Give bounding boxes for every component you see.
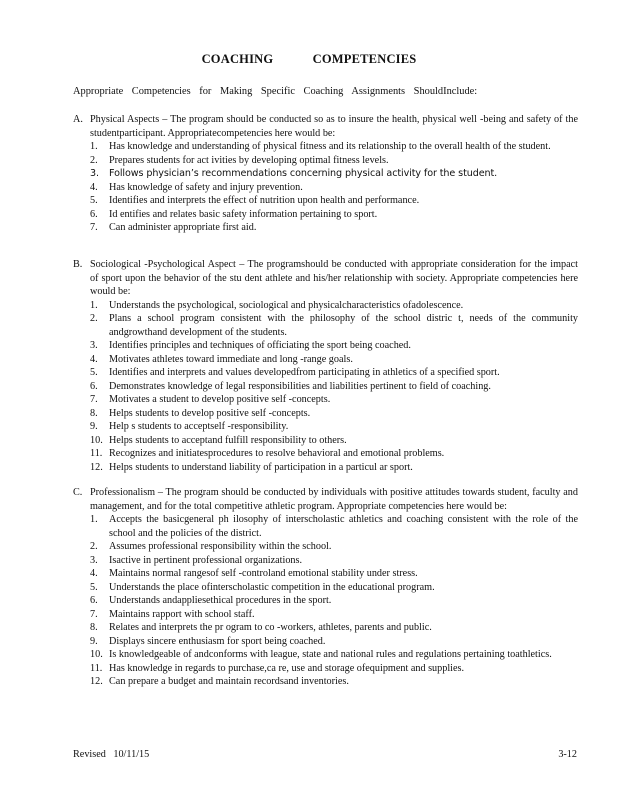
list-item bbox=[73, 393, 578, 407]
item-number: 11. bbox=[90, 662, 103, 674]
section-sociological-psychological bbox=[73, 258, 578, 474]
item-number: 3. bbox=[90, 340, 98, 351]
item-text: Maintains rapport with school staff. bbox=[109, 608, 255, 620]
section-physical-aspects bbox=[73, 113, 578, 235]
item-text: Is knowledgeable of andconforms with league, state and national rules and regulations pertaining toathletics. bbox=[109, 649, 552, 660]
item-text: Understands the psychological, sociological and physicalcharacteristics ofadolescence. bbox=[109, 299, 464, 311]
section-professionalism bbox=[73, 486, 578, 689]
list-item bbox=[73, 447, 578, 461]
item-text: Has knowledge and understanding of physical fitness and its relationship to the overall health of the student. bbox=[109, 141, 551, 152]
section-heading-text: Physical Aspects – The program should be conducted so as to insure the health, physical well -being and safety of the studentparticipant. Appropriatecompetencies here would be: bbox=[90, 114, 578, 139]
item-text: Assumes professional responsibility within the school. bbox=[109, 541, 332, 552]
item-text: Helps students to understand liability of participation in a particul ar sport. bbox=[109, 461, 413, 473]
item-text: Understands andappliesethical procedures in the sport. bbox=[109, 595, 332, 606]
list-item bbox=[73, 513, 578, 540]
list-item bbox=[73, 380, 578, 394]
intro-text: Appropriate Competencies for Making Specific Coaching Assignments ShouldInclude: bbox=[73, 86, 478, 97]
revised-date: Revised 10/11/15 bbox=[73, 749, 150, 760]
item-number: 12. bbox=[90, 676, 103, 687]
list-item bbox=[73, 353, 578, 367]
list-item bbox=[73, 194, 578, 208]
item-number: 4. bbox=[90, 568, 98, 579]
page-title: COACHING COMPETENCIES bbox=[201, 52, 417, 66]
list-item bbox=[73, 554, 578, 568]
list-item bbox=[73, 154, 578, 168]
item-number: 3. bbox=[90, 554, 98, 566]
item-number: 7. bbox=[90, 394, 98, 405]
item-number: 9. bbox=[90, 635, 98, 647]
item-text: Motivates a student to develop positive self -concepts. bbox=[109, 394, 331, 405]
section-heading-text: Professionalism – The program should be conducted by individuals with positive attitudes towards student, faculty and management, and for the total competitive athletic program. Appropriate competencies here would be: bbox=[90, 487, 578, 512]
list-item bbox=[73, 208, 578, 222]
item-number: 2. bbox=[90, 154, 98, 166]
section-heading bbox=[73, 486, 578, 513]
item-text: Accepts the basicgeneral ph ilosophy of interscholastic athletics and coaching consistent with the role of the school and the policies of the district. bbox=[109, 514, 578, 539]
item-number: 7. bbox=[90, 222, 98, 233]
item-number: 10. bbox=[90, 434, 103, 446]
item-number: 5. bbox=[90, 195, 98, 206]
section-heading-text: Sociological -Psychological Aspect – The programshould be conducted with appropriate consideration for the impact of sport upon the behavior of the stu dent athlete and his/her relationship with society. Appropriate competencies here would be: bbox=[90, 259, 578, 297]
list-item bbox=[73, 675, 578, 689]
item-text: Identifies and interprets and values developedfrom participating in athletics of a specified sport. bbox=[109, 367, 500, 378]
list-item bbox=[73, 299, 578, 313]
item-number: 6. bbox=[90, 380, 98, 392]
item-text: Isactive in pertinent professional organizations. bbox=[109, 554, 303, 566]
list-item bbox=[73, 312, 578, 339]
list-item bbox=[73, 221, 578, 235]
item-number: 4. bbox=[90, 181, 98, 193]
section-letter: A. bbox=[73, 114, 83, 125]
section-letter: C. bbox=[73, 487, 83, 498]
item-text: Has knowledge of safety and injury prevention. bbox=[109, 181, 303, 193]
item-text: Prepares students for act ivities by developing optimal fitness levels. bbox=[109, 154, 389, 166]
item-number: 3. bbox=[90, 168, 99, 179]
item-number: 9. bbox=[90, 421, 98, 432]
item-number: 7. bbox=[90, 608, 98, 620]
item-text: Motivates athletes toward immediate and long -range goals. bbox=[109, 353, 353, 365]
item-text: Follows physician’s recommendations concerning physical activity for the student. bbox=[109, 168, 498, 179]
list-item bbox=[73, 181, 578, 195]
section-heading bbox=[73, 258, 578, 299]
list-item bbox=[73, 608, 578, 622]
list-item bbox=[73, 635, 578, 649]
competency-list bbox=[73, 299, 578, 475]
item-number: 1. bbox=[90, 141, 98, 152]
item-text: Helps students to acceptand fulfill responsibility to others. bbox=[109, 434, 347, 446]
item-number: 2. bbox=[90, 313, 98, 324]
item-number: 5. bbox=[90, 581, 98, 593]
item-text: Identifies and interprets the effect of nutrition upon health and performance. bbox=[109, 195, 420, 206]
item-number: 6. bbox=[90, 595, 98, 606]
list-item bbox=[73, 407, 578, 421]
item-number: 12. bbox=[90, 461, 103, 473]
item-number: 11. bbox=[90, 448, 103, 459]
list-item bbox=[73, 648, 578, 662]
item-number: 1. bbox=[90, 299, 98, 311]
list-item bbox=[73, 420, 578, 434]
item-text: Has knowledge in regards to purchase,ca re, use and storage ofequipment and supplies. bbox=[109, 662, 465, 674]
item-number: 10. bbox=[90, 649, 103, 660]
item-text: Help s students to acceptself -responsibility. bbox=[109, 421, 289, 432]
item-number: 1. bbox=[90, 514, 98, 525]
item-text: Maintains normal rangesof self -controland emotional stability under stress. bbox=[109, 568, 418, 579]
item-number: 2. bbox=[90, 541, 98, 552]
item-number: 6. bbox=[90, 208, 98, 220]
item-number: 8. bbox=[90, 622, 98, 633]
section-heading bbox=[73, 113, 578, 140]
list-item bbox=[73, 339, 578, 353]
item-text: Can administer appropriate first aid. bbox=[109, 222, 257, 233]
competency-list bbox=[73, 513, 578, 689]
item-text: Demonstrates knowledge of legal responsibilities and liabilities pertinent to field of coaching. bbox=[109, 380, 491, 392]
item-number: 4. bbox=[90, 353, 98, 365]
item-number: 8. bbox=[90, 407, 98, 419]
item-text: Relates and interprets the pr ogram to co -workers, athletes, parents and public. bbox=[109, 622, 432, 633]
competency-list bbox=[73, 140, 578, 235]
item-number: 5. bbox=[90, 367, 98, 378]
item-text: Identifies principles and techniques of officiating the sport being coached. bbox=[109, 340, 411, 351]
item-text: Id entifies and relates basic safety information pertaining to sport. bbox=[109, 208, 378, 220]
item-text: Displays sincere enthusiasm for sport being coached. bbox=[109, 635, 326, 647]
page-number: 3-12 bbox=[558, 749, 577, 760]
list-item bbox=[73, 540, 578, 554]
item-text: Understands the place ofinterscholastic competition in the educational program. bbox=[109, 581, 435, 593]
list-item bbox=[73, 621, 578, 635]
item-text: Helps students to develop positive self -concepts. bbox=[109, 407, 311, 419]
item-text: Can prepare a budget and maintain recordsand inventories. bbox=[109, 676, 349, 687]
item-text: Plans a school program consistent with the philosophy of the school distric t, needs of the community andgrowthand development of the students. bbox=[109, 313, 578, 338]
section-letter: B. bbox=[73, 259, 83, 270]
list-item bbox=[73, 567, 578, 581]
list-item bbox=[73, 434, 578, 448]
list-item bbox=[73, 662, 578, 676]
list-item bbox=[73, 581, 578, 595]
item-text: Recognizes and initiatesprocedures to resolve behavioral and emotional problems. bbox=[109, 448, 445, 459]
list-item bbox=[73, 461, 578, 475]
list-item bbox=[73, 140, 578, 154]
list-item bbox=[73, 167, 578, 181]
list-item bbox=[73, 594, 578, 608]
list-item bbox=[73, 366, 578, 380]
